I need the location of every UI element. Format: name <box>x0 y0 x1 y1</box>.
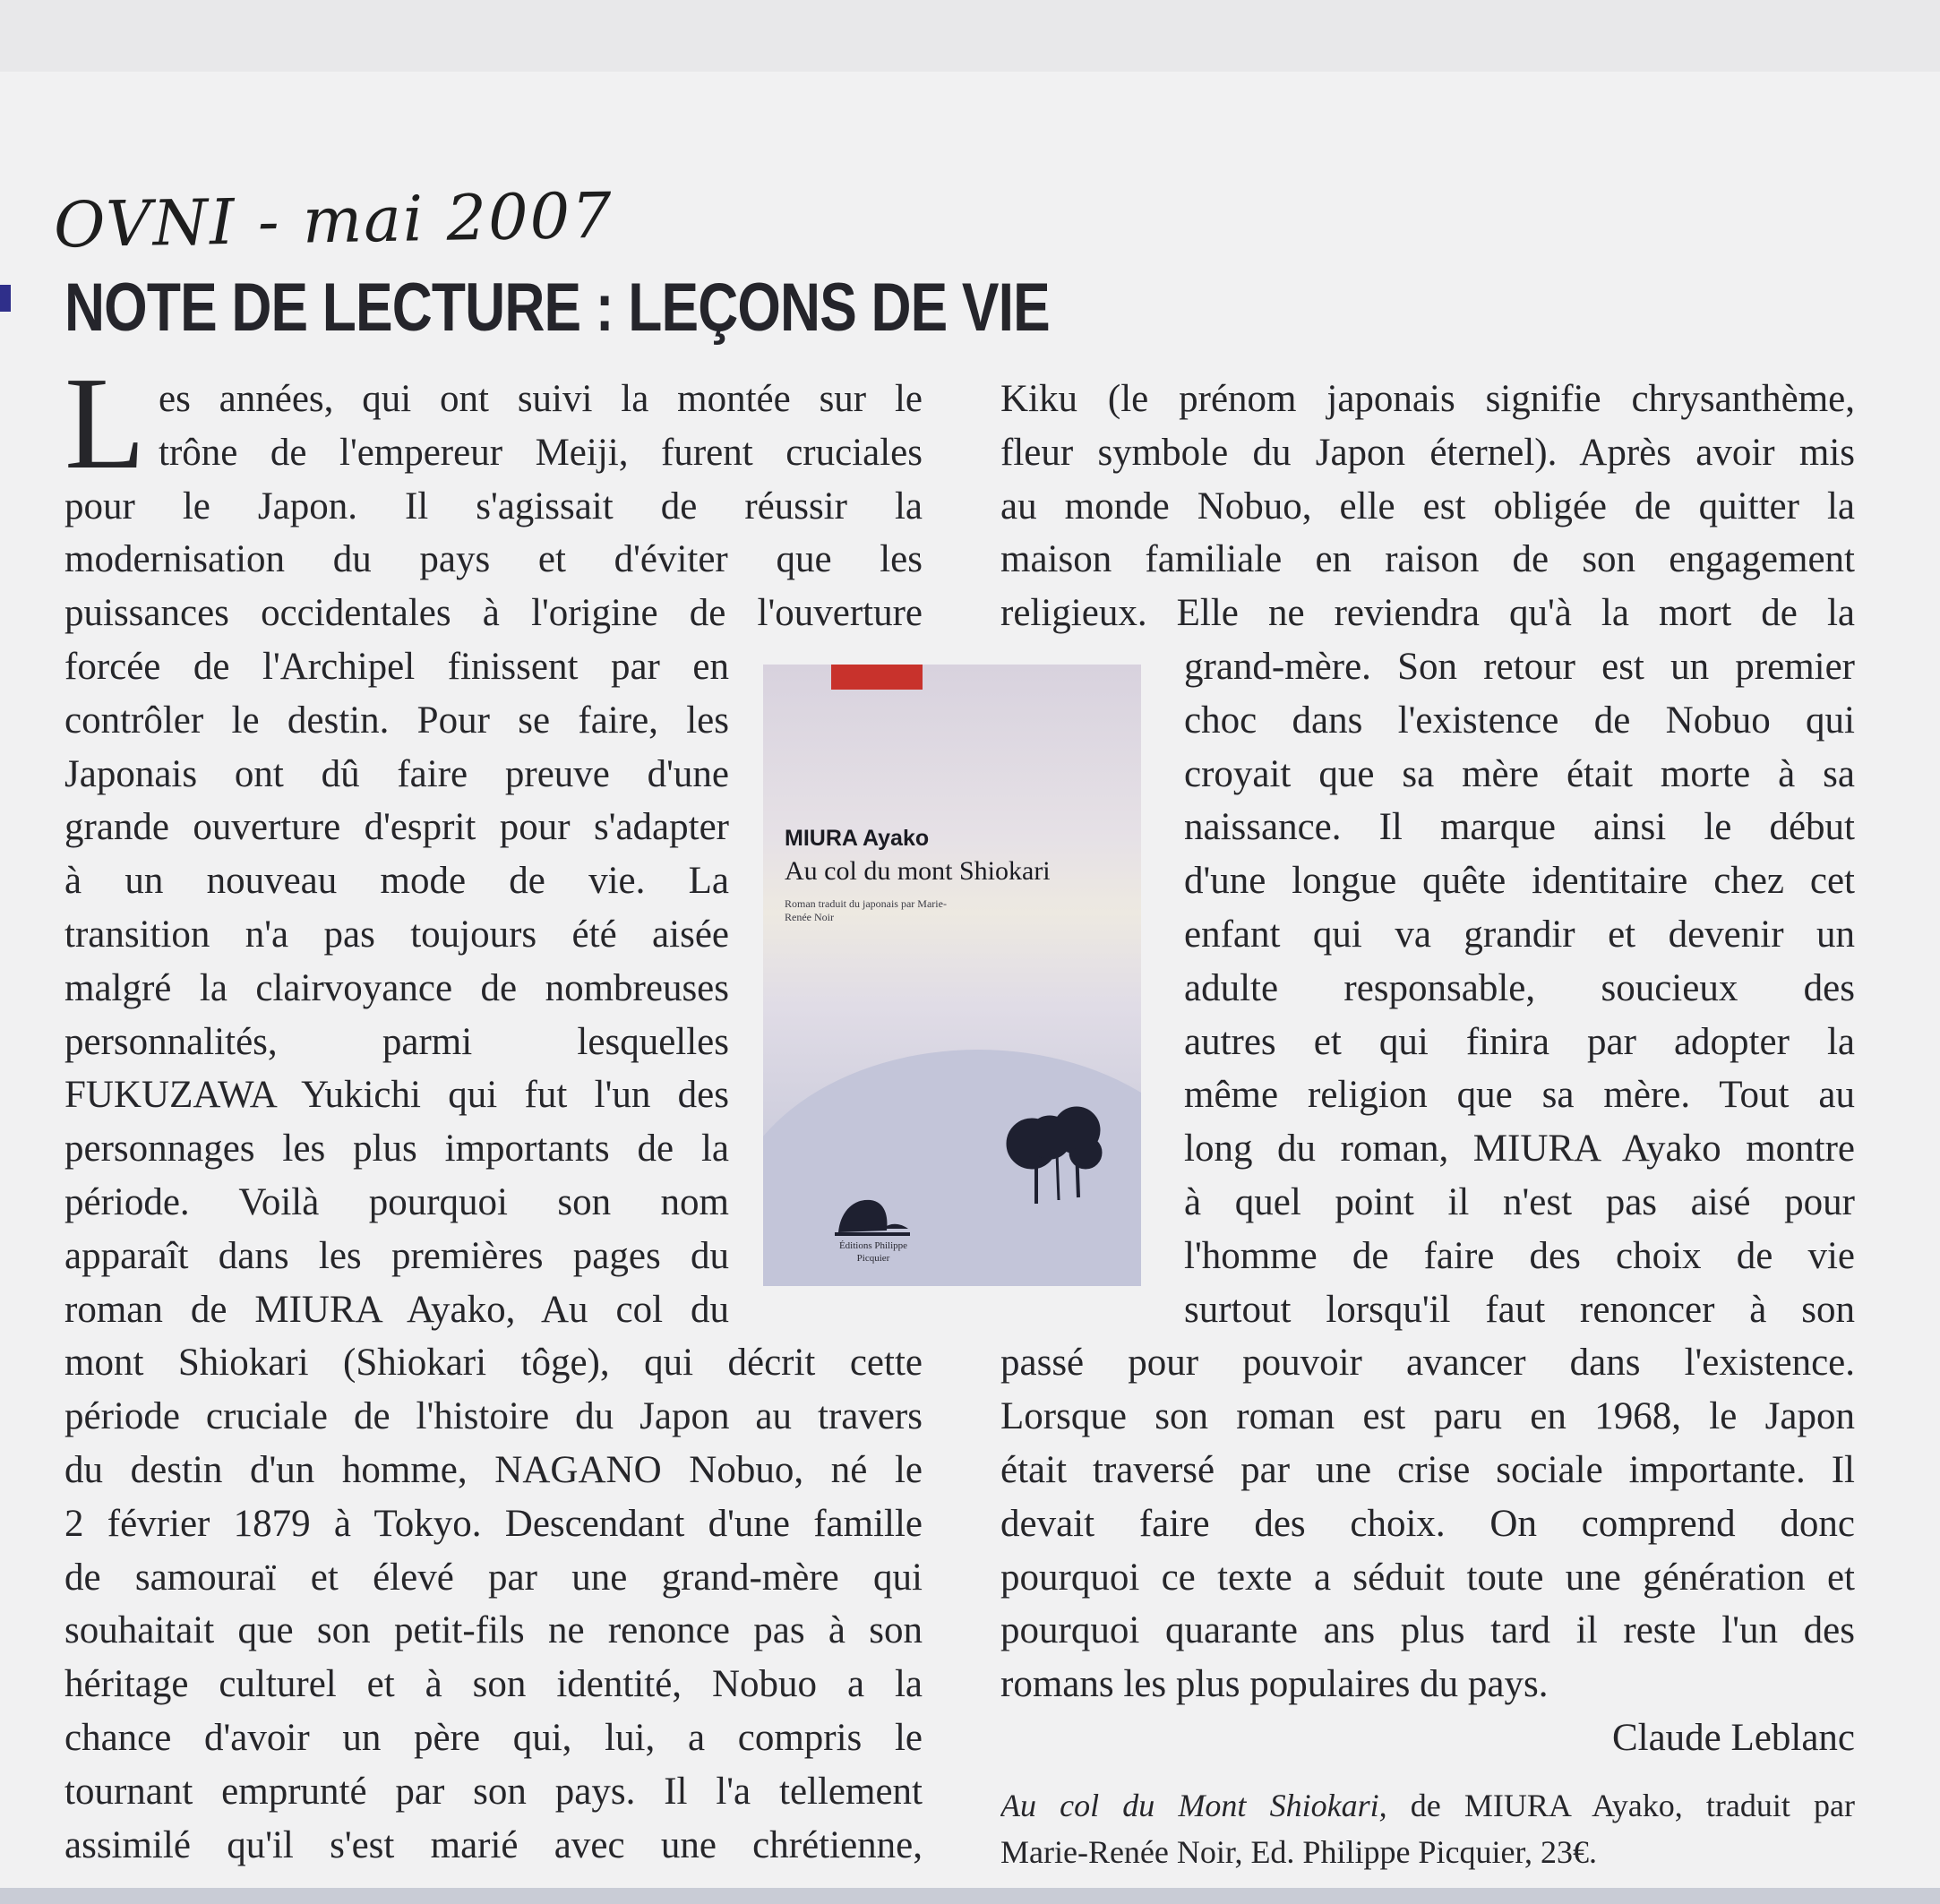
text-line: adulte responsable, soucieux des <box>1184 966 1855 1009</box>
text-line: FUKUZAWA Yukichi qui fut l'un des <box>64 1074 729 1117</box>
text-line: es années, qui ont suivi la montée sur le <box>159 378 923 420</box>
text-line: naissance. Il marque ainsi le début <box>1184 806 1855 849</box>
text-line: au monde Nobuo, elle est obligée de quitter la <box>1000 485 1855 527</box>
text-line: trône de l'empereur Meiji, furent cruciales <box>159 431 923 474</box>
text-line: forcée de l'Archipel finissent par en <box>64 645 729 688</box>
reference-author: de MIURA Ayako, traduit par <box>1386 1788 1855 1823</box>
text-line: période. Voilà pourquoi son nom <box>64 1180 729 1223</box>
text-line: Kiku (le prénom japonais signifie chrysanthème, <box>1000 378 1855 420</box>
scan-edge <box>0 1888 1940 1904</box>
text-line: pourquoi ce texte a séduit toute une génération et <box>1000 1556 1855 1599</box>
text-line: 2 février 1879 à Tokyo. Descendant d'une famille <box>64 1502 923 1545</box>
drop-cap: L <box>64 350 146 497</box>
text-line: l'homme de faire des choix de vie <box>1184 1234 1855 1277</box>
cover-publisher: Éditions Philippe Picquier <box>838 1240 908 1264</box>
text-line: puissances occidentales à l'origine de l'ouverture <box>64 592 923 635</box>
text-line: grande ouverture d'esprit pour s'adapter <box>64 806 729 849</box>
cover-author: MIURA Ayako <box>785 826 930 851</box>
text-line: de samouraï et élevé par une grand-mère qui <box>64 1556 923 1599</box>
text-line: pour le Japon. Il s'agissait de réussir la <box>64 485 923 527</box>
text-line: d'une longue quête identitaire chez cet <box>1184 860 1855 903</box>
text-line: transition n'a pas toujours été aisée <box>64 913 729 956</box>
text-line: du destin d'un homme, NAGANO Nobuo, né le <box>64 1448 923 1491</box>
cover-band <box>831 665 923 690</box>
text-line: romans les plus populaires du pays. <box>1000 1663 1549 1706</box>
text-line: même religion que sa mère. Tout au <box>1184 1074 1855 1117</box>
text-line: malgré la clairvoyance de nombreuses <box>64 966 729 1009</box>
text-line: tournant emprunté par son pays. Il l'a tellement <box>64 1770 923 1813</box>
text-line: roman de MIURA Ayako, Au col du <box>64 1288 729 1331</box>
publisher-logo-icon <box>831 1186 914 1239</box>
section-marker <box>0 285 11 312</box>
text-line: pourquoi quarante ans plus tard il reste l'un des <box>1000 1609 1855 1652</box>
text-line: surtout lorsqu'il faut renoncer à son <box>1184 1288 1855 1331</box>
text-line: modernisation du pays et d'éviter que les <box>64 538 923 581</box>
text-line: contrôler le destin. Pour se faire, les <box>64 699 729 742</box>
text-line: période cruciale de l'histoire du Japon au travers <box>64 1395 923 1438</box>
text-line: mont Shiokari (Shiokari tôge), qui décrit cette <box>64 1342 923 1385</box>
text-line: personnalités, parmi lesquelles <box>64 1020 729 1063</box>
text-line: choc dans l'existence de Nobuo qui <box>1184 699 1855 742</box>
reference-title: Au col du Mont Shiokari, <box>1000 1788 1387 1823</box>
cover-title: Au col du mont Shiokari <box>785 856 1051 886</box>
book-reference <box>1000 1782 1855 1875</box>
text-line: grand-mère. Son retour est un premier <box>1184 645 1855 688</box>
text-line: passé pour pouvoir avancer dans l'existence. <box>1000 1342 1855 1385</box>
text-line: à un nouveau mode de vie. La <box>64 860 729 903</box>
text-line: Lorsque son roman est paru en 1968, le Japon <box>1000 1395 1855 1438</box>
text-line: héritage culturel et à son identité, Nobuo a la <box>64 1663 923 1706</box>
cover-subtitle: Roman traduit du japonais par Marie-Renée Noir <box>785 897 947 923</box>
text-line: croyait que sa mère était morte à sa <box>1184 752 1855 795</box>
text-line: fleur symbole du Japon éternel). Après avoir mis <box>1000 431 1855 474</box>
text-line: maison familiale en raison de son engagement <box>1000 538 1855 581</box>
reference-line <box>1000 1782 1855 1829</box>
headline: NOTE DE LECTURE : LEÇONS DE VIE <box>64 270 1050 346</box>
text-line: souhaitait que son petit-fils ne renonce pas à son <box>64 1609 923 1652</box>
text-line: autres et qui finira par adopter la <box>1184 1020 1855 1063</box>
reference-line: Marie-Renée Noir, Ed. Philippe Picquier, 23€. <box>1000 1834 1597 1870</box>
column-2 <box>1000 373 1855 1765</box>
text-line: religieux. Elle ne reviendra qu'à la mort de la <box>1000 592 1855 635</box>
text-line: apparaît dans les premières pages du <box>64 1234 729 1277</box>
text-line: chance d'avoir un père qui, lui, a compris le <box>64 1716 923 1759</box>
text-line: devait faire des choix. On comprend donc <box>1000 1502 1855 1545</box>
text-line: Japonais ont dû faire preuve d'une <box>64 752 729 795</box>
text-line: long du roman, MIURA Ayako montre <box>1184 1128 1855 1171</box>
text-line: assimilé qu'il s'est marié avec une chrétienne, <box>64 1823 923 1866</box>
signature: Claude Leblanc <box>1611 1716 1855 1759</box>
text-line: enfant qui va grandir et devenir un <box>1184 913 1855 956</box>
text-line: à quel point il n'est pas aisé pour <box>1184 1180 1855 1223</box>
handwritten-annotation: OVNI - mai 2007 <box>53 178 614 262</box>
text-line: personnages les plus importants de la <box>64 1128 729 1171</box>
text-line: était traversé par une crise sociale importante. Il <box>1000 1448 1855 1491</box>
